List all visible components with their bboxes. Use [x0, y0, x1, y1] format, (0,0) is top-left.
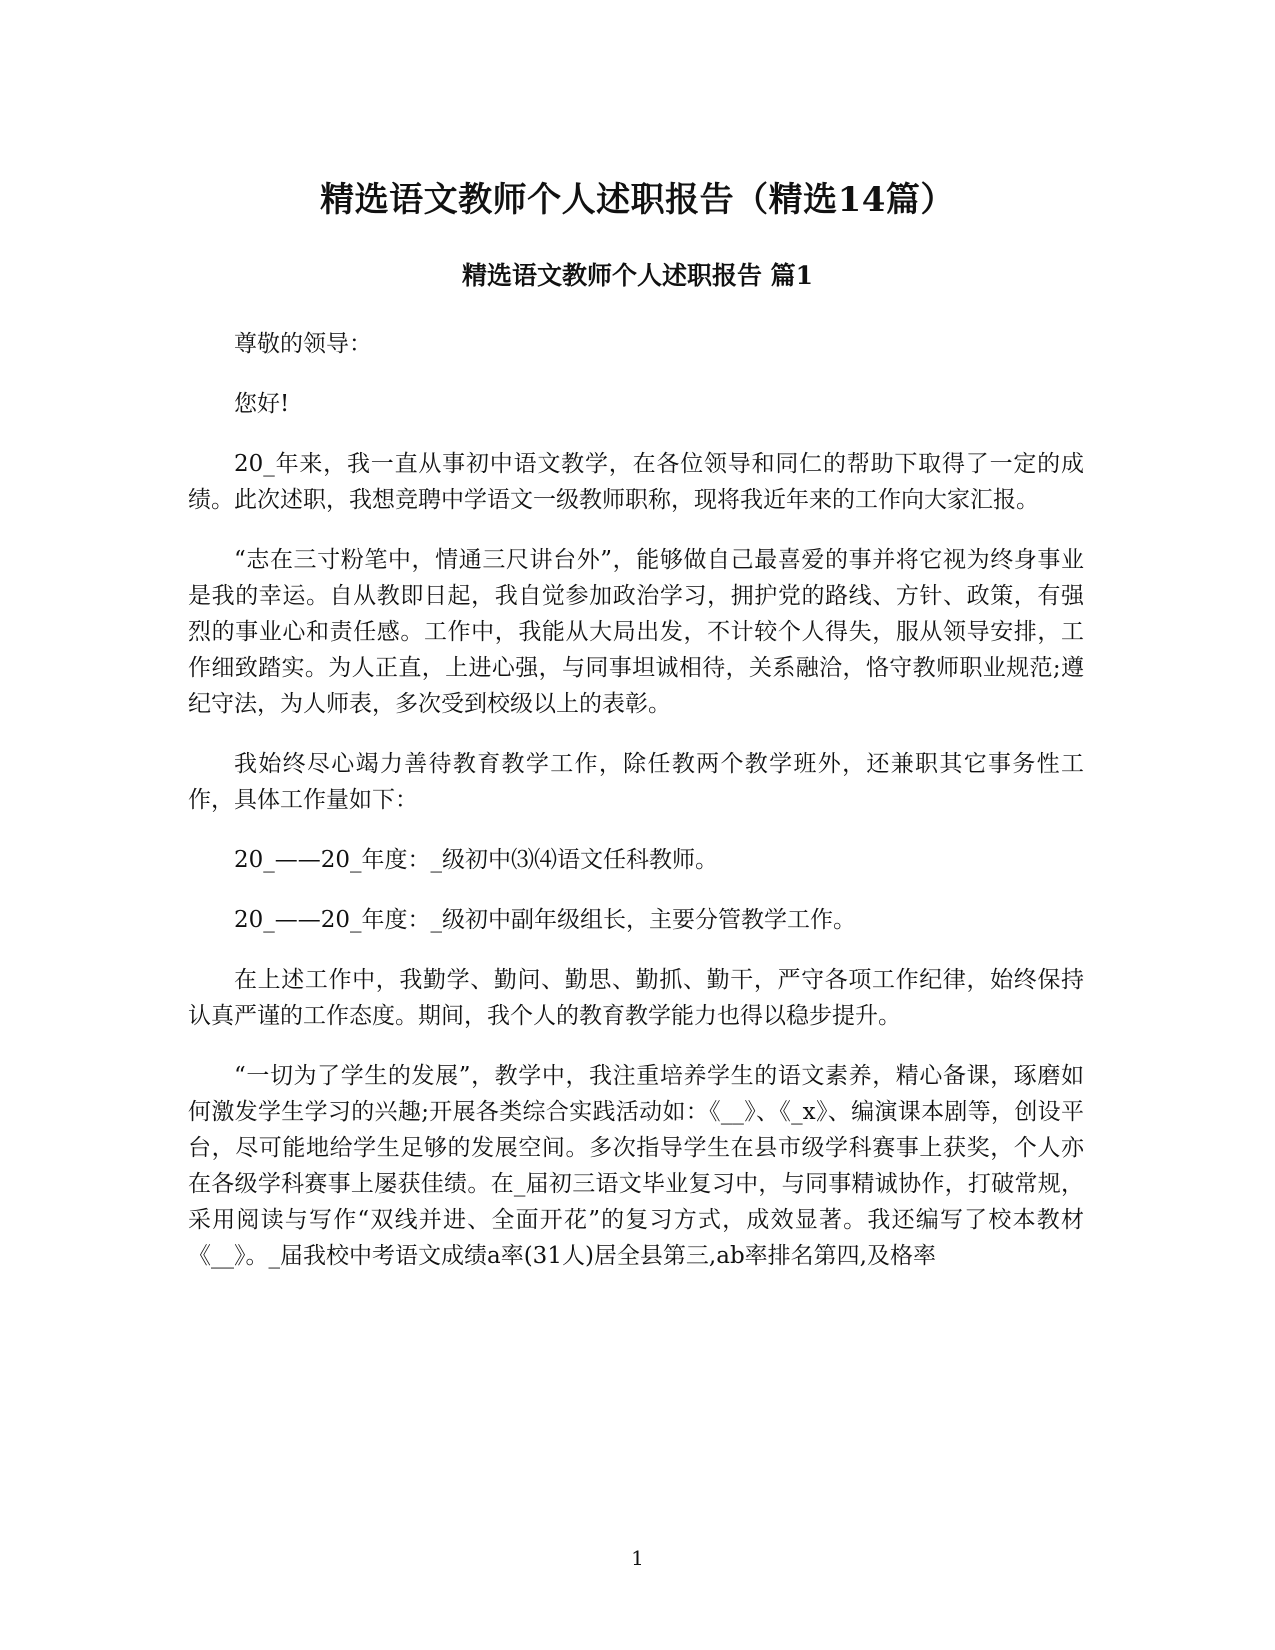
body-paragraph: 20_年来，我一直从事初中语文教学，在各位领导和同仁的帮助下取得了一定的成绩。此次述职，我想竞聘中学语文一级教师职称，现将我近年来的工作向大家汇报。 — [188, 451, 1084, 513]
body-paragraph: 在上述工作中，我勤学、勤问、勤思、勤抓、勤干，严守各项工作纪律，始终保持认真严谨的工作态度。期间，我个人的教育教学能力也得以稳步提升。 — [188, 967, 1084, 1029]
page-number: 1 — [631, 1546, 644, 1570]
salutation: 尊敬的领导： — [234, 331, 372, 357]
body-paragraph: 我始终尽心竭力善待教育教学工作，除任教两个教学班外，还兼职其它事务性工作，具体工作量如下： — [188, 751, 1084, 813]
body-paragraph: “志在三寸粉笔中，情通三尺讲台外”，能够做自己最喜爱的事并将它视为终身事业是我的幸运。自从教即日起，我自觉参加政治学习，拥护党的路线、方针、政策，有强烈的事业心和责任感。工作中，我能从大局出发，不计较个人得失，服从领导安排，工作细致踏实。为人正直，上进心强，与同事坦诚相待，关系融洽，恪守教师职业规范;遵纪守法，为人师表，多次受到校级以上的表彰。 — [188, 547, 1084, 717]
body-paragraph: 20_——20_年度：_级初中⑶⑷语文任科教师。 — [234, 847, 719, 873]
section-title: 精选语文教师个人述职报告 篇1 — [461, 261, 814, 290]
document-title: 精选语文教师个人述职报告（精选14篇） — [320, 180, 955, 220]
body-paragraph: “一切为了学生的发展”，教学中，我注重培养学生的语文素养，精心备课，琢磨如何激发学生学习的兴趣;开展各类综合实践活动如：《__》、《_x》、编演课本剧等，创设平台，尽可能地给学生足够的发展空间。多次指导学生在县市级学科赛事上获奖，个人亦在各级学科赛事上屡获佳绩。在_届初三语文毕业复习中，与同事精诚协作，打破常规，采用阅读与写作“双线并进、全面开花”的复习方式，成效显著。我还编写了校本教材《__》。_届我校中考语文成绩a率(31人)居全县第三,ab率排名第四,及格率 — [188, 1063, 1084, 1269]
document-body — [188, 326, 1084, 1298]
greeting: 您好! — [234, 391, 290, 417]
body-paragraph: 20_——20_年度：_级初中副年级组长，主要分管教学工作。 — [234, 907, 857, 933]
